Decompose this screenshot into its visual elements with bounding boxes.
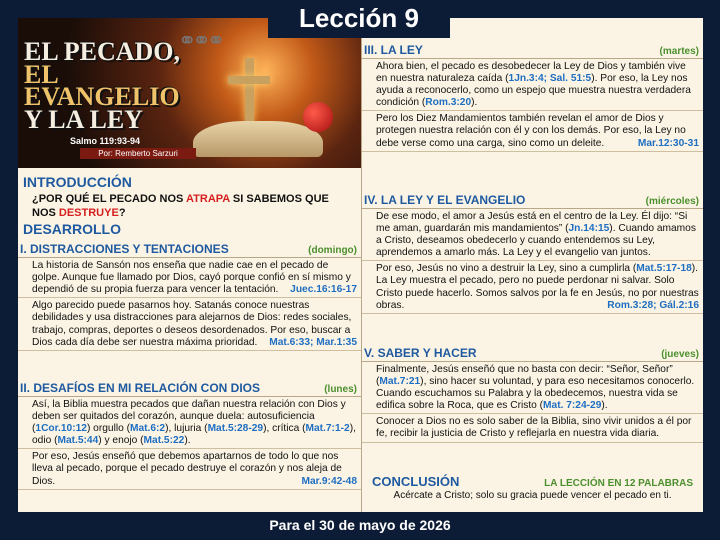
section-1-paragraph-2: Algo parecido puede pasarnos hoy. Satanás conoce nuestras debilidades y usa distracciones para alejarnos de Dios: redes sociales, trabajo, compras, deportes o deseos desordenados. Por eso, buscar a Dios cada día debe ser nuestra máxima prioridad. Mat.6:33; Mar.1:35 bbox=[18, 298, 361, 350]
section-4-day: (miércoles) bbox=[645, 196, 699, 207]
section-1-paragraph-1: La historia de Sansón nos enseña que nadie cae en el pecado de golpe. Aunque fue llamado por Dios, cayó porque confió en sí mismo y dependió de su propia fuerza para vencer la tentación. Juec.16:16-17 bbox=[18, 258, 361, 298]
cover-author: Por: Remberto Sarzuri bbox=[80, 148, 196, 159]
section-3-paragraph-1: Ahora bien, el pecado es desobedecer la Ley de Dios y también vive en nuestra naturaleza caída (1Jn.3:4; Sal. 51:5). Por eso, la Ley nos ayuda a reconocerlo, como un espejo que muestra nuestra verdadera condición (Rom.3:20). bbox=[362, 59, 703, 111]
section-1-day: (domingo) bbox=[308, 245, 357, 256]
section-5-day: (jueves) bbox=[661, 349, 699, 360]
intro-title: INTRODUCCIÓN bbox=[23, 174, 132, 190]
section-5 bbox=[362, 345, 703, 443]
conclusion-section bbox=[362, 474, 703, 502]
right-column bbox=[361, 18, 703, 512]
conclusion-title: CONCLUSIÓN bbox=[372, 474, 460, 489]
section-2-title: II. DESAFÍOS EN MI RELACIÓN CON DIOS bbox=[20, 381, 261, 395]
cover-image bbox=[18, 18, 361, 168]
cross-icon bbox=[245, 58, 254, 122]
section-5-paragraph-1: Finalmente, Jesús enseñó que no basta con decir: “Señor, Señor” (Mat.7:21), sino hacer su voluntad, y para eso necesitamos conocerlo. Cuando escuchamos su Palabra y la obedecemos, nuestra vida se edifica sobre la Roca, que es Cristo (Mat. 7:24-29). bbox=[362, 362, 703, 414]
reference: Rom.3:28; Gál.2:16 bbox=[607, 299, 699, 311]
section-2-paragraph-2: Por eso, Jesús enseñó que debemos apartarnos de todo lo que nos lleva al pecado, porque el pecado destruye el corazón y nos aleja de Dios. Mar.9:42-48 bbox=[18, 449, 361, 489]
section-2-day: (lunes) bbox=[324, 384, 357, 395]
left-column bbox=[18, 18, 361, 512]
section-4-paragraph-2: Por eso, Jesús no vino a destruir la Ley, sino a cumplirla (Mat.5:17-18). La Ley muestra el pecado, pero no puede perdonar ni salvar. Solo Cristo puede hacerlo. Somos salvos por la fe en Jesús, no por nuestras obras. Rom.3:28; Gál.2:16 bbox=[362, 261, 703, 313]
conclusion-text: Acércate a Cristo; solo su gracia puede vencer el pecado en ti. bbox=[393, 490, 672, 501]
section-3 bbox=[362, 42, 703, 152]
section-4 bbox=[362, 192, 703, 314]
lesson-title: Lección 9 bbox=[268, 0, 450, 38]
section-2 bbox=[18, 380, 361, 490]
cover-verse: Salmo 119:93-94 bbox=[70, 136, 141, 146]
desarrollo-title: DESARROLLO bbox=[23, 221, 121, 237]
section-2-paragraph-1: Así, la Biblia muestra pecados que dañan nuestra relación con Dios y deben ser quitados del corazón, aunque duela: autosuficiencia (1Cor.10:12) orgullo (Mat.6:2), lujuria (Mat.5:28-29), crítica (Mat.7:1-2), odio (Mat.5:44) y enojo (Mat.5:22). bbox=[18, 397, 361, 449]
section-4-title: IV. LA LEY Y EL EVANGELIO bbox=[364, 193, 526, 207]
footer-date: Para el 30 de mayo de 2026 bbox=[269, 517, 451, 533]
intro-question: ¿POR QUÉ EL PECADO NOS ATRAPA SI SABEMOS QUE NOS DESTRUYE? bbox=[32, 193, 329, 219]
section-5-title: V. SABER Y HACER bbox=[364, 346, 477, 360]
chain-icon: ⚭⚭⚭ bbox=[178, 28, 222, 53]
reference: Mat.6:33; Mar.1:35 bbox=[269, 336, 357, 348]
section-1 bbox=[18, 241, 361, 351]
cover-title: EL PECADO, EL EVANGELIO Y LA LEY bbox=[24, 37, 181, 134]
intro-section bbox=[18, 174, 361, 237]
section-3-title: III. LA LEY bbox=[364, 43, 423, 57]
section-1-title: I. DISTRACCIONES Y TENTACIONES bbox=[20, 242, 229, 256]
section-3-paragraph-2: Pero los Diez Mandamientos también revelan el amor de Dios y protegen nuestra relación con él y con los demás. Por eso, la Ley no debe verse como una carga, sino como un deleite. Mar.12:30-31 bbox=[362, 111, 703, 151]
conclusion-subtitle: LA LECCIÓN EN 12 PALABRAS bbox=[544, 478, 693, 489]
reference: Mar.9:42-48 bbox=[301, 475, 357, 487]
reference: Mar.12:30-31 bbox=[637, 137, 699, 149]
section-3-day: (martes) bbox=[659, 46, 699, 57]
section-5-paragraph-2: Conocer a Dios no es solo saber de la Biblia, sino vivir unidos a él por fe, recibir la justicia de Cristo y reflejarla en nuestra vida diaria. bbox=[362, 414, 703, 442]
reference: Juec.16:16-17 bbox=[290, 284, 357, 296]
section-4-paragraph-1: De ese modo, el amor a Jesús está en el centro de la Ley. Él dijo: “Si me aman, guardarán mis mandamientos” (Jn.14:15). Cuando amamos a Cristo, deseamos obedecerlo y cuando entendemos su Ley, aprendemos a amarlo más. La Ley y el evangelio van juntos. bbox=[362, 209, 703, 261]
apple-icon bbox=[303, 102, 333, 132]
